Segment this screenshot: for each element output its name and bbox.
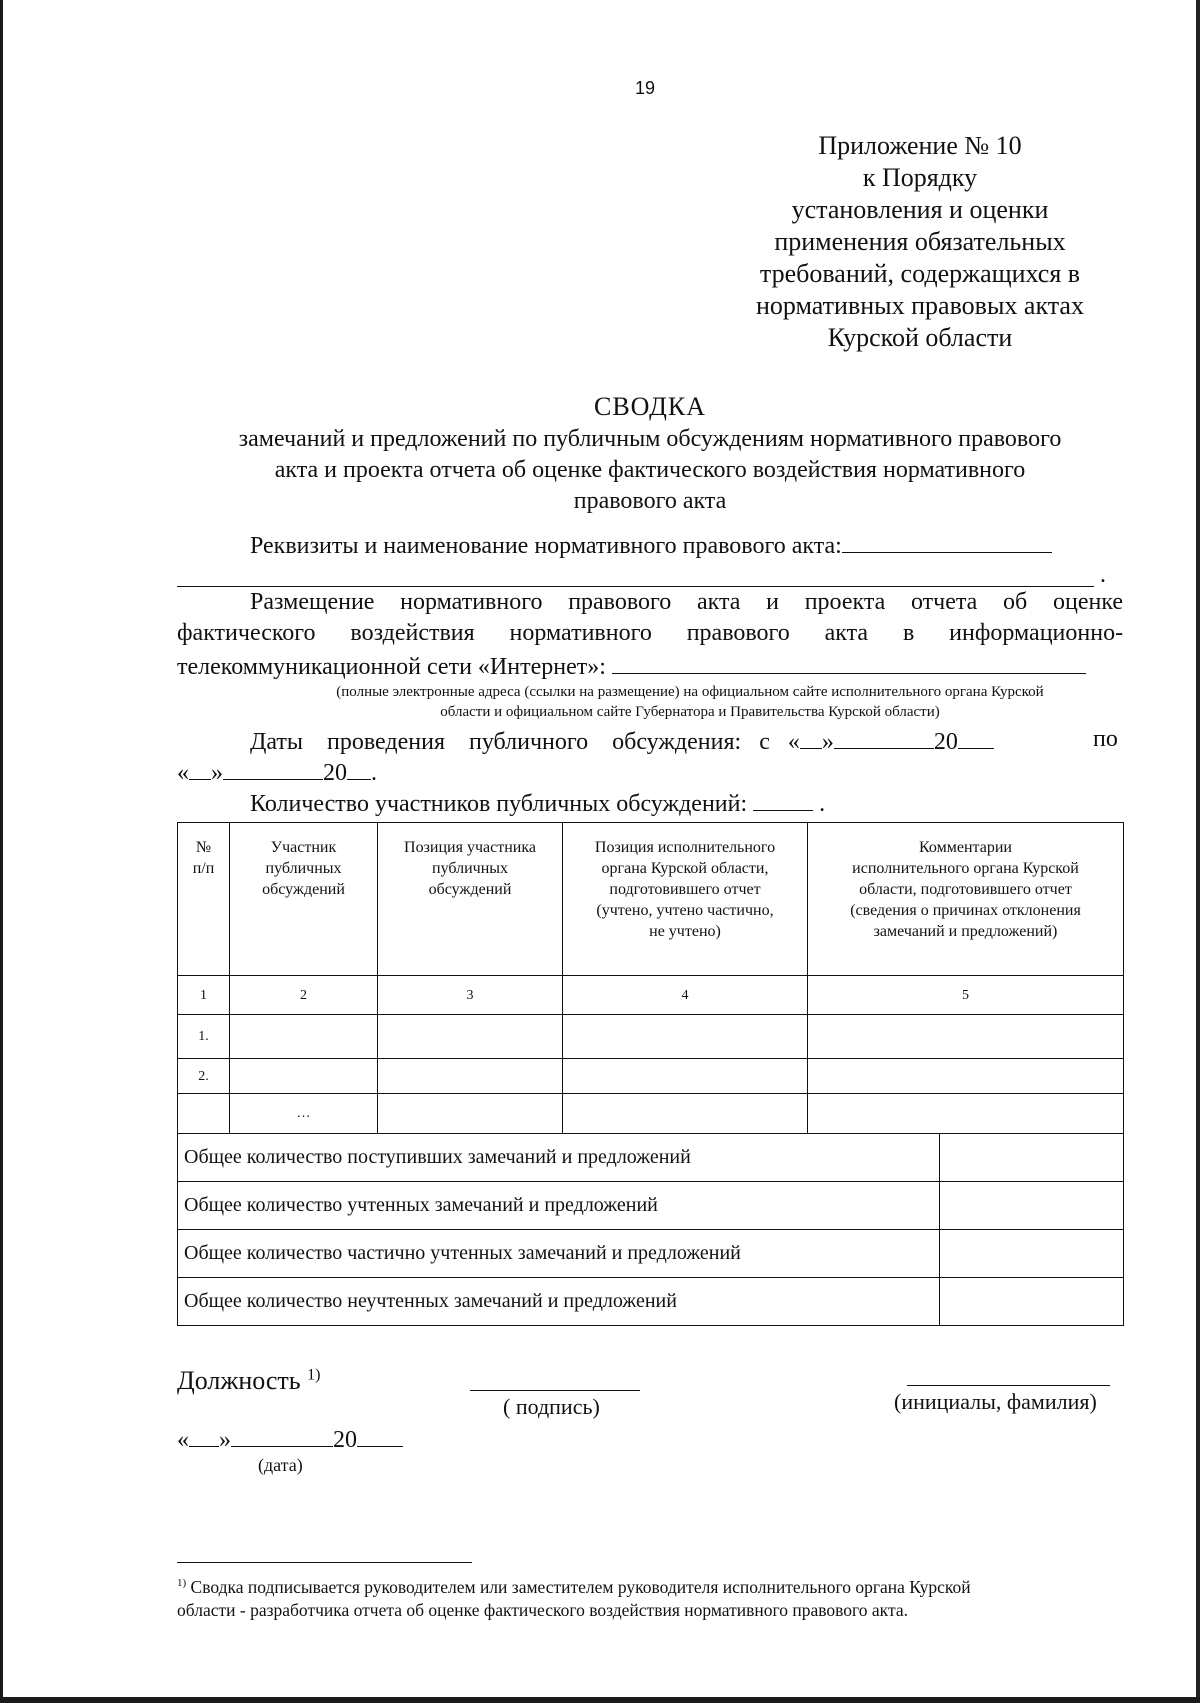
page-edge-bottom <box>0 1697 1200 1703</box>
open-quote: « <box>177 760 189 786</box>
appendix-heading <box>720 130 1120 354</box>
appendix-line: Курской области <box>827 323 1013 352</box>
requisites-label: Реквизиты и наименование нормативного правового акта: <box>250 533 842 559</box>
totals-table <box>177 1133 1124 1326</box>
dates-line-2 <box>177 757 377 787</box>
table-row <box>178 1015 1124 1059</box>
table-cell[interactable] <box>378 1094 563 1134</box>
internet-address-blank[interactable] <box>612 651 1086 674</box>
sign-day-blank[interactable] <box>189 1424 219 1447</box>
date-row <box>177 1424 403 1454</box>
column-number-row <box>178 976 1124 1015</box>
end-mark: . <box>371 760 377 786</box>
year-prefix: 20 <box>933 729 958 755</box>
column-number: 5 <box>808 976 1124 1015</box>
word: проведения <box>327 729 445 755</box>
word: проекта <box>804 589 886 615</box>
date-caption: (дата) <box>258 1455 303 1475</box>
subtitle-line: замечаний и предложений по публичным обсуждениям нормативного правового <box>238 426 1062 452</box>
footnote-marker: 1) <box>177 1577 187 1589</box>
table-cell[interactable] <box>378 1059 563 1094</box>
word: правового <box>568 589 672 615</box>
subtitle-line: правового акта <box>573 488 727 514</box>
open-quote: « <box>177 1427 189 1453</box>
close-quote: » <box>219 1427 231 1453</box>
name-caption: (инициалы, фамилия) <box>894 1389 1097 1414</box>
end-year-blank[interactable] <box>347 757 371 780</box>
header-participant: Участник публичных обсуждений <box>230 823 378 976</box>
header-comments: Комментарии исполнительного органа Курской области, подготовившего отчет (сведения о причинах отклонения замечаний и предложений) <box>808 823 1124 976</box>
placement-line-1 <box>250 589 1123 616</box>
column-number: 3 <box>378 976 563 1015</box>
table-row <box>178 1094 1124 1134</box>
participants-count-blank[interactable] <box>753 788 813 811</box>
column-number: 1 <box>178 976 230 1015</box>
subtitle-line: акта и проекта отчета об оценке фактического воздействия нормативного <box>274 457 1026 483</box>
word: в <box>902 620 915 646</box>
word: публичного <box>468 729 589 755</box>
placement-label: телекоммуникационной сети «Интернет»: <box>177 654 606 680</box>
position-label-row <box>177 1366 320 1396</box>
table-cell <box>178 1094 230 1134</box>
table-cell[interactable] <box>378 1015 563 1059</box>
table-cell[interactable] <box>230 1059 378 1094</box>
signature-line[interactable] <box>470 1390 640 1391</box>
year-prefix: 20 <box>323 760 347 786</box>
footnote-line: области - разработчика отчета об оценке фактического воздействия нормативного правового акта. <box>177 1599 908 1620</box>
start-year-blank[interactable] <box>958 726 994 749</box>
word: с <box>759 729 770 755</box>
page-edge-right <box>1196 0 1200 1703</box>
table-cell: 1. <box>178 1015 230 1059</box>
address-note <box>250 682 1130 722</box>
participants-label: Количество участников публичных обсуждений: <box>250 791 748 817</box>
column-number: 4 <box>563 976 808 1015</box>
totals-label: Общее количество частично учтенных замечаний и предложений <box>178 1230 940 1278</box>
footnote-rule <box>177 1562 472 1563</box>
totals-row <box>178 1230 1124 1278</box>
footnote-line: $^{1)}$ Сводка подписывается руководителем или заместителем руководителя исполнительного органа Курской <box>177 1576 971 1597</box>
document-subtitle <box>170 424 1130 517</box>
word: Размещение <box>250 589 375 615</box>
header-number: № п/п <box>178 823 230 976</box>
word: акта <box>696 589 741 615</box>
sign-month-blank[interactable] <box>231 1424 333 1447</box>
word: фактического <box>177 620 316 646</box>
table-row <box>178 1059 1124 1094</box>
table-cell[interactable] <box>808 1015 1124 1059</box>
signature-caption: ( подпись) <box>503 1394 600 1419</box>
word: оценке <box>1052 589 1124 615</box>
position-label: Должность <box>177 1366 301 1395</box>
close-quote: » <box>821 729 834 755</box>
table-cell[interactable] <box>808 1094 1124 1134</box>
word: об <box>1003 589 1028 615</box>
totals-value-cell[interactable] <box>940 1134 1124 1182</box>
end-day-blank[interactable] <box>189 757 211 780</box>
start-month-blank[interactable] <box>834 726 934 749</box>
table-cell[interactable] <box>563 1094 808 1134</box>
totals-row <box>178 1278 1124 1326</box>
table-cell: 2. <box>178 1059 230 1094</box>
table-cell[interactable] <box>808 1059 1124 1094</box>
totals-label: Общее количество учтенных замечаний и предложений <box>178 1182 940 1230</box>
table-cell[interactable] <box>230 1015 378 1059</box>
placement-line-2 <box>177 620 1123 647</box>
word: Даты <box>250 729 304 755</box>
requisites-blank-line[interactable] <box>177 586 1094 587</box>
totals-value-cell[interactable] <box>940 1230 1124 1278</box>
appendix-line: нормативных правовых актах <box>756 291 1084 320</box>
totals-row <box>178 1182 1124 1230</box>
word: обсуждения: <box>612 729 742 755</box>
requisites-blank[interactable] <box>842 530 1052 553</box>
year-prefix: 20 <box>333 1427 357 1453</box>
totals-label: Общее количество неучтенных замечаний и предложений <box>178 1278 940 1326</box>
table-cell[interactable] <box>563 1015 808 1059</box>
totals-row <box>178 1134 1124 1182</box>
requisites-end-mark: . <box>1100 562 1106 588</box>
participants-end-mark: . <box>819 791 826 817</box>
word: нормативного <box>400 589 543 615</box>
word: и <box>766 589 779 615</box>
participants-row <box>250 788 825 818</box>
appendix-line: Приложение № 10 <box>818 131 1022 160</box>
word: воздействия <box>350 620 475 646</box>
column-number: 2 <box>230 976 378 1015</box>
appendix-line: установления и оценки <box>791 195 1049 224</box>
header-authority-position: Позиция исполнительного органа Курской области, подготовившего отчет (учтено, учтено частично, не учтено) <box>563 823 808 976</box>
document-title: СВОДКА <box>593 392 707 421</box>
appendix-line: требований, содержащихся в <box>759 259 1081 288</box>
word: акта <box>824 620 869 646</box>
name-line[interactable] <box>907 1385 1110 1386</box>
table-header-row <box>178 823 1124 976</box>
close-quote: » <box>211 760 223 786</box>
end-month-blank[interactable] <box>223 757 323 780</box>
word: отчета <box>911 589 978 615</box>
comments-table <box>177 822 1124 1134</box>
placement-line-3 <box>177 651 1086 681</box>
totals-value-cell[interactable] <box>940 1278 1124 1326</box>
word: информационно- <box>949 620 1124 646</box>
start-day-blank[interactable] <box>800 726 822 749</box>
dates-line-1 <box>250 726 994 756</box>
header-participant-position: Позиция участника публичных обсуждений <box>378 823 563 976</box>
open-quote: « <box>787 729 800 755</box>
page-edge-left <box>0 0 3 1703</box>
word: правового <box>686 620 790 646</box>
word-to: по <box>1093 726 1118 752</box>
table-cell[interactable] <box>563 1059 808 1094</box>
note-line: области и официальном сайте Губернатора и Правительства Курской области) <box>440 704 940 720</box>
requisites-row <box>250 530 1052 560</box>
table-cell[interactable]: … <box>230 1094 378 1134</box>
note-line: (полные электронные адреса (ссылки на размещение) на официальном сайте исполнительного органа Курской <box>336 684 1044 700</box>
totals-label: Общее количество поступивших замечаний и предложений <box>178 1134 940 1182</box>
footnote <box>177 1572 1127 1622</box>
totals-value-cell[interactable] <box>940 1182 1124 1230</box>
footnote-ref: 1) <box>307 1366 321 1384</box>
appendix-line: применения обязательных <box>774 227 1066 256</box>
sign-year-blank[interactable] <box>357 1424 403 1447</box>
appendix-line: к Порядку <box>862 163 978 192</box>
page-number: 19 <box>634 78 656 98</box>
word: нормативного <box>509 620 652 646</box>
